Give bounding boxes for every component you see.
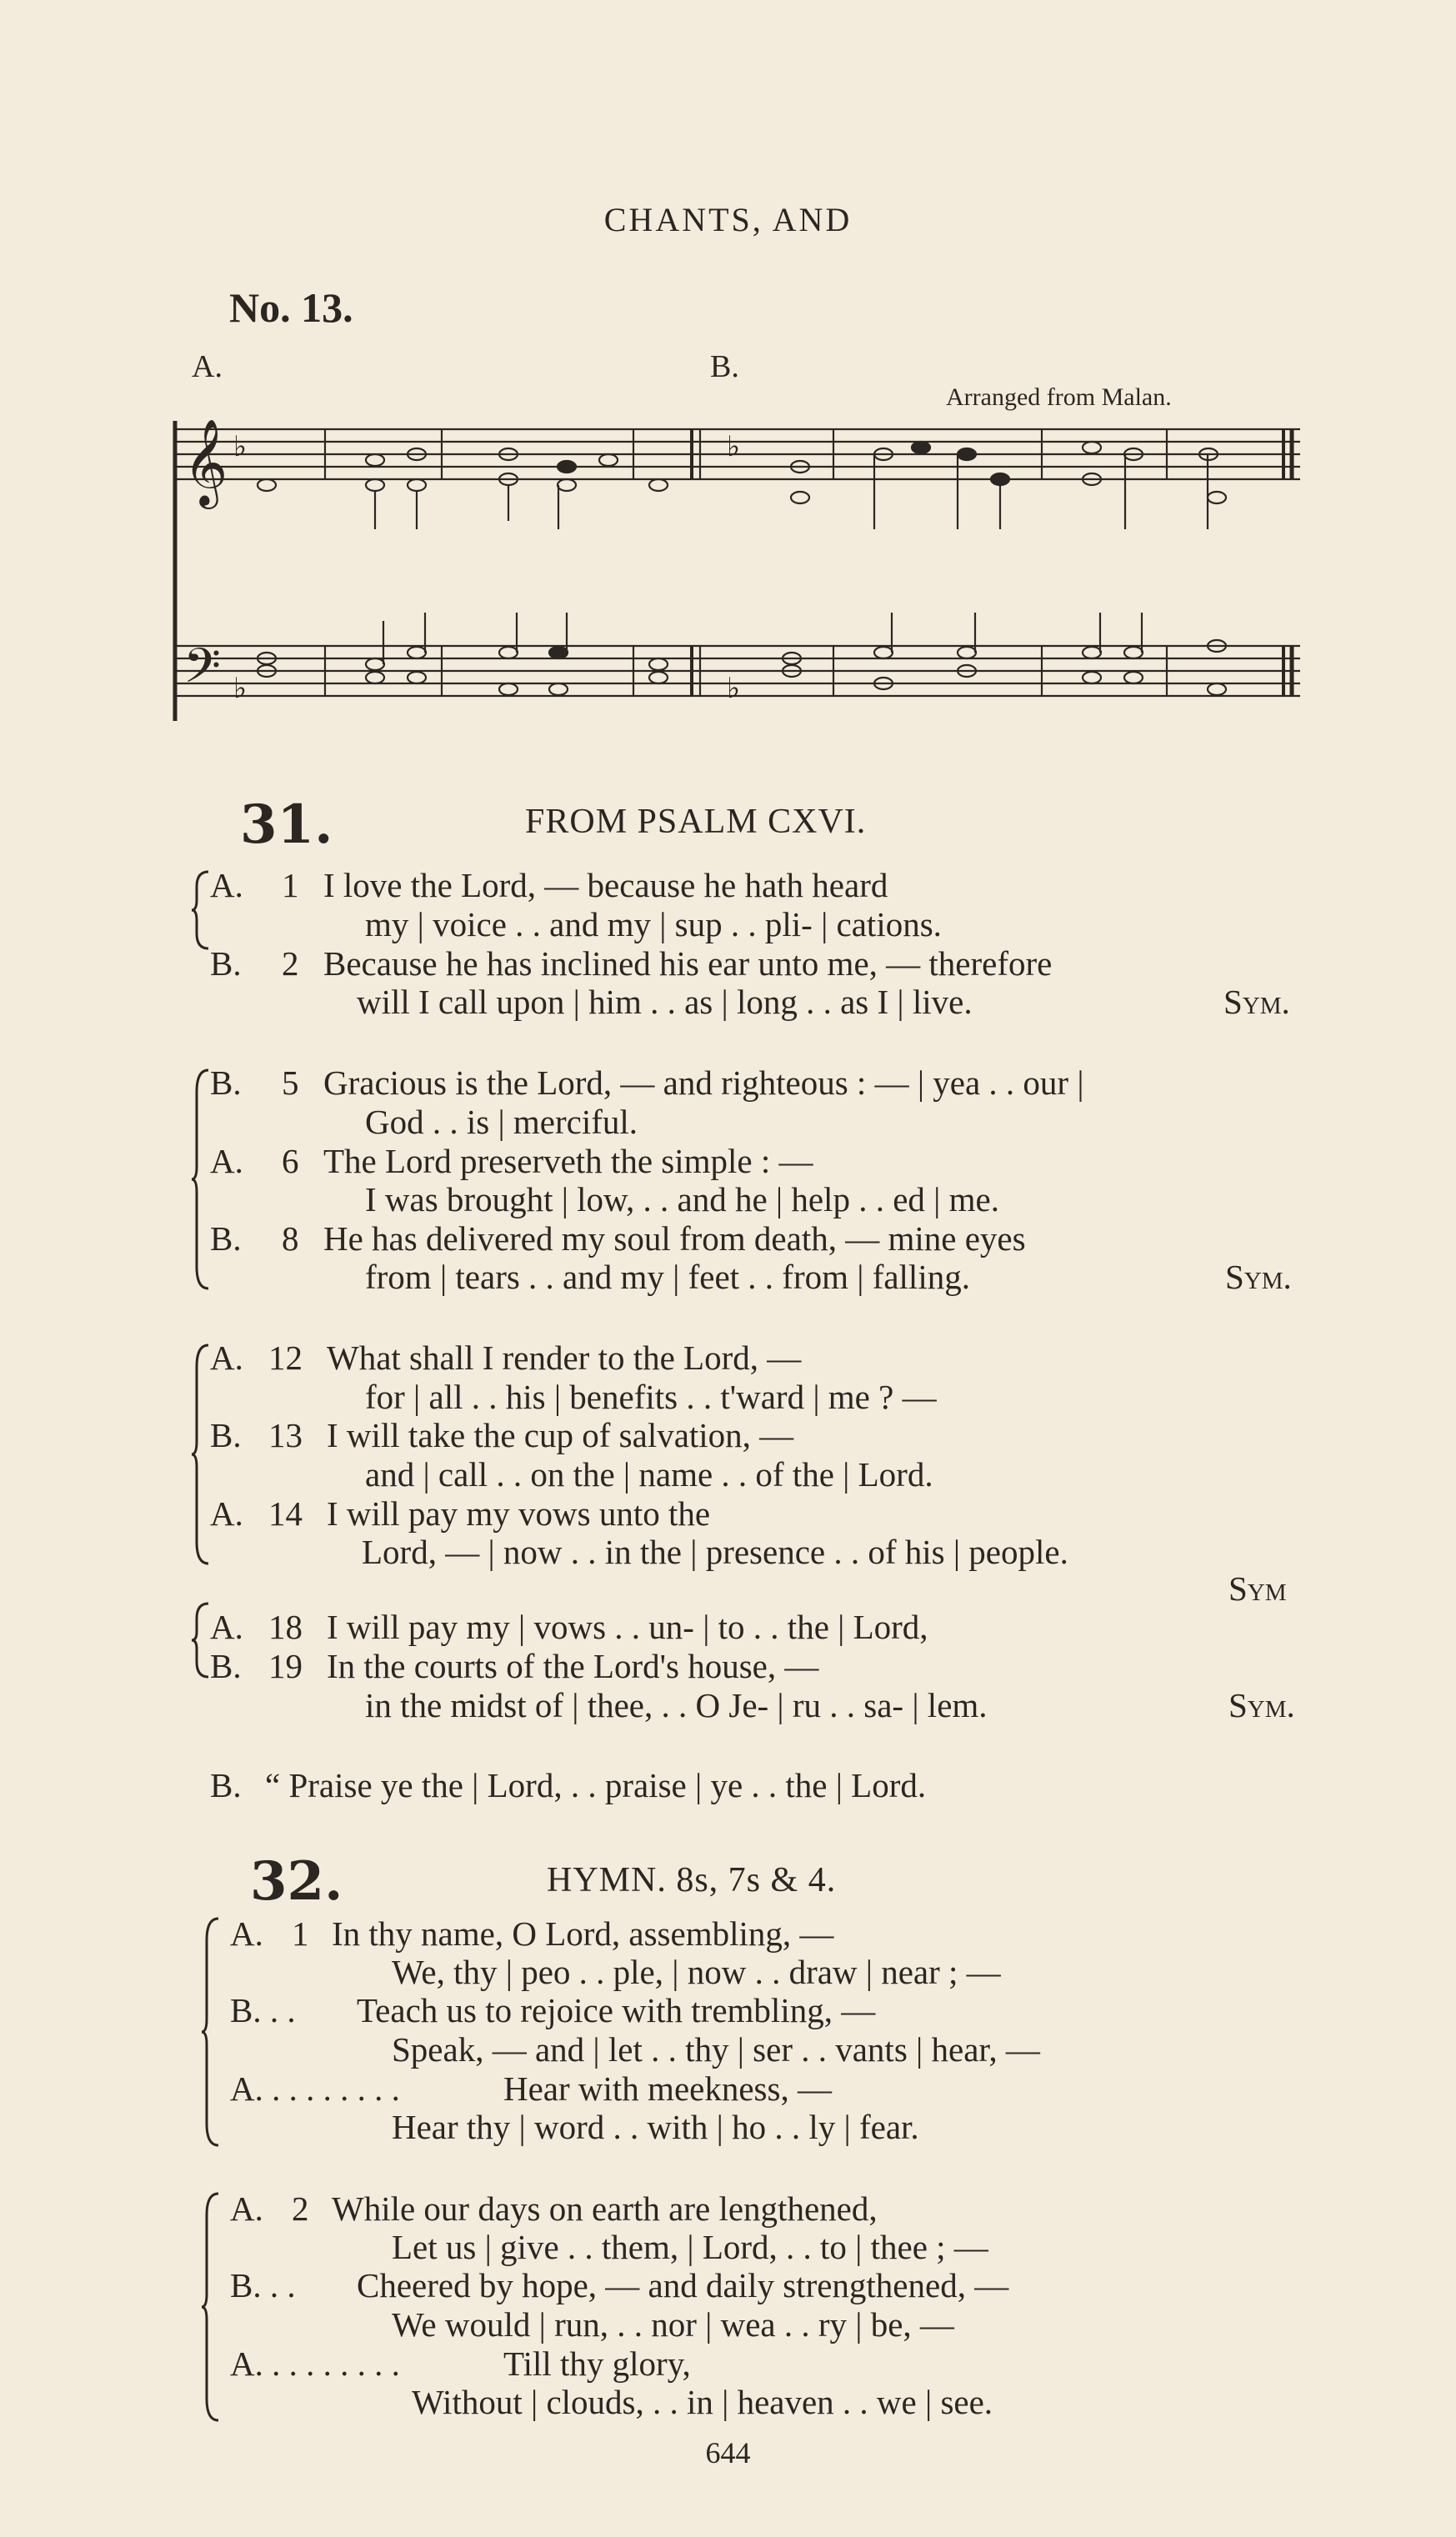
symphony-mark: Sym. [1225,1258,1292,1296]
verse-line: from | tears . . and my | feet . . from | falling. [365,1258,970,1296]
verse-voice: A. . . . . . . . . [230,2069,400,2108]
verse-line: Without | clouds, . . in | heaven . . we | see. [412,2383,993,2421]
verse-line: Gracious is the Lord, — and righteous : — | yea . . our | [323,1063,1084,1102]
svg-text:♭: ♭ [727,430,741,463]
verse-voice: A. [210,866,243,904]
svg-text:♭: ♭ [233,430,248,463]
verse-line: Teach us to rejoice with trembling, — [357,1991,876,2029]
verse-line: We would | run, . . nor | wea . . ry | be, — [392,2305,954,2344]
verse-voice: A. . . . . . . . . [230,2344,400,2383]
verse-number: 14 [268,1494,303,1533]
verse-line: In thy name, O Lord, assembling, — [332,1914,834,1953]
verse-voice: B. . . [230,1991,296,2029]
verse-line: Hear with meekness, — [503,2069,832,2108]
verse-voice: B. [210,944,242,983]
svg-text:𝄢: 𝄢 [183,638,222,706]
tune-number: No. 13. [229,284,353,331]
arranger-credit: Arranged from Malan. [946,383,1172,411]
brace [200,1915,225,2149]
verse-number: 5 [282,1063,299,1102]
verse-number: 1 [282,866,299,904]
verse-number: 18 [268,1608,303,1646]
verse-line: I will take the cup of salvation, — [327,1416,794,1454]
verse-line: for | all . . his | benefits . . t'ward | me ? — [365,1378,937,1416]
verse-number: 13 [268,1416,303,1454]
verse-voice: A. [210,1494,243,1533]
verse-number: 1 [292,1914,309,1953]
verse-line: While our days on earth are lengthened, [332,2189,878,2228]
svg-text:𝄞: 𝄞 [183,418,228,506]
symphony-mark: Sym. [1223,983,1290,1021]
section-title-32: HYMN. 8s, 7s & 4. [547,1861,837,1899]
verse-number: 19 [268,1647,303,1685]
verse-voice: A. [210,1142,243,1180]
section-title-31: FROM PSALM CXVI. [525,803,867,841]
verse-voice: A. [230,1914,263,1953]
verse-number: 8 [282,1219,299,1258]
music-score [167,404,1317,738]
verse-line: Cheered by hope, — and daily strengthened, — [357,2266,1009,2304]
svg-text:♭: ♭ [233,672,248,705]
section-number-32: 32. [250,1850,343,1913]
verse-number: 2 [282,944,299,983]
verse-line: What shall I render to the Lord, — [327,1339,802,1377]
verse-voice: A. [230,2189,263,2228]
verse-line: Speak, — and | let . . thy | ser . . vants | hear, — [392,2030,1040,2069]
verse-line: Because he has inclined his ear unto me, — therefore [323,944,1053,983]
verse-line: We, thy | peo . . ple, | now . . draw | near ; — [392,1953,1001,1991]
verse-number: 2 [292,2189,309,2228]
verse-line: The Lord preserveth the simple : — [323,1142,813,1180]
part-label-a: A. [192,349,223,384]
verse-voice: A. [210,1339,243,1377]
verse-number: 12 [268,1339,303,1377]
verse-voice: B. [210,1416,242,1454]
verse-line: Hear thy | word . . with | ho . . ly | fear. [392,2108,919,2146]
verse-line: I will pay my | vows . . un- | to . . the | Lord, [327,1608,928,1646]
brace [200,2190,225,2424]
running-header: CHANTS, AND [603,201,853,238]
verse-line: God . . is | merciful. [365,1103,638,1141]
verse-line: will I call upon | him . . as | long . . as I | live. [357,983,973,1021]
verse-line: “ Praise ye the | Lord, . . praise | ye . . the | Lord. [265,1766,927,1804]
verse-voice: B. . . [230,2266,296,2304]
verse-voice: A. [210,1608,243,1646]
verse-line: my | voice . . and my | sup . . pli- | cations. [365,905,942,943]
symphony-mark: Sym [1228,1569,1287,1608]
svg-text:♭: ♭ [727,672,741,705]
verse-voice: B. [210,1219,242,1258]
verse-line: Let us | give . . them, | Lord, . . to | thee ; — [392,2228,988,2266]
page-number: 644 [705,2436,751,2469]
verse-line: and | call . . on the | name . . of the | Lord. [365,1455,933,1494]
verse-number: 6 [282,1142,299,1180]
verse-line: I will pay my vows unto the [327,1494,711,1533]
verse-line: Lord, — | now . . in the | presence . . of his | people. [362,1533,1068,1571]
verse-line: Till thy glory, [503,2344,691,2383]
symphony-mark: Sym. [1228,1686,1295,1724]
verse-line: in the midst of | thee, . . O Je- | ru . . sa- | lem. [365,1686,988,1724]
part-label-b: B. [710,349,739,384]
verse-voice: B. [210,1647,242,1685]
verse-line: I was brought | low, . . and he | help . . ed | me. [365,1180,999,1218]
section-number-31: 31. [240,793,333,856]
verse-line: He has delivered my soul from death, — mine eyes [323,1219,1026,1258]
verse-voice: B. [210,1063,242,1102]
verse-line: I love the Lord, — because he hath heard [323,866,888,904]
verse-line: In the courts of the Lord's house, — [327,1647,819,1685]
verse-voice: B. [210,1766,242,1804]
